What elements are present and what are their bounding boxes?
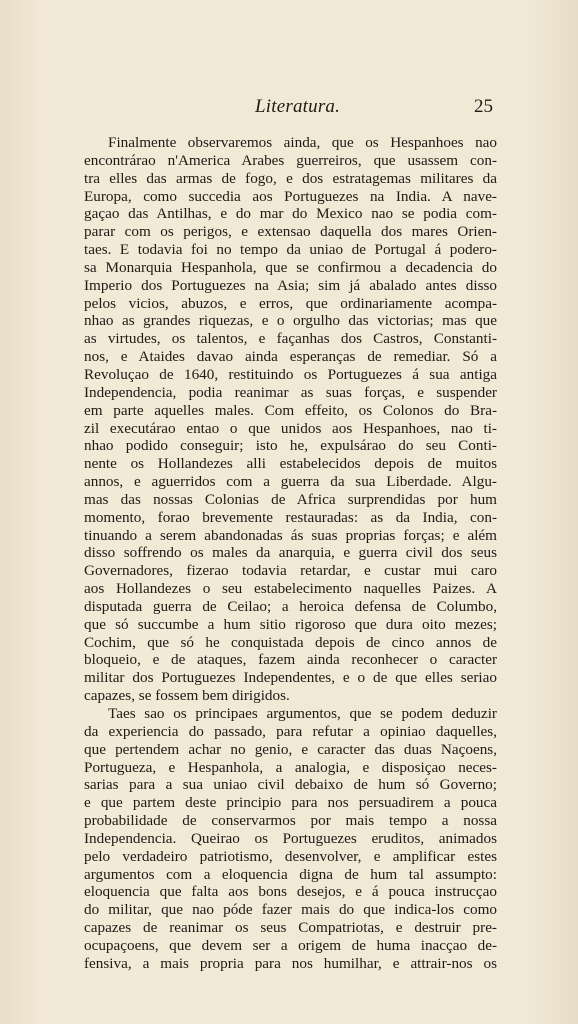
text-line: tra elles das armas de fogo, e dos estratagemas militares da bbox=[84, 169, 497, 187]
text-line: ocupaçoens, que devem ser a origem de huma inacçao de- bbox=[84, 936, 497, 954]
text-line: nhao podido conseguir; isto he, expulsárao do seu Conti- bbox=[84, 437, 497, 455]
text-line: Cochim, que só he conquistada depois de cinco annos de bbox=[84, 633, 497, 651]
text-line: do militar, que nao póde fazer mais do que indica-los como bbox=[84, 901, 497, 919]
text-line: aos Hollandezes o seu estabelecimento naquelles Paizes. A bbox=[84, 580, 497, 598]
text-line: eloquencia que falta aos bons desejos, e á pouca instrucçao bbox=[84, 883, 497, 901]
text-line: fensiva, a mais propria para nos humilhar, e attrair-nos os bbox=[84, 954, 497, 972]
text-line: pelos vicios, abuzos, e erros, que ordinariamente acompa- bbox=[84, 294, 497, 312]
text-line: encontrárao n'America Arabes guerreiros, que usassem con- bbox=[84, 151, 497, 169]
body-text bbox=[84, 134, 497, 973]
text-line: militar dos Portuguezes Independentes, e o de que elles seriao bbox=[84, 669, 497, 687]
text-line: as virtudes, os talentos, e façanhas dos Castros, Constanti- bbox=[84, 330, 497, 348]
text-line: disputada guerra de Ceilao; a heroica defensa de Columbo, bbox=[84, 597, 497, 615]
text-line: tinuando a serem abandonadas ás suas proprias forças; e além bbox=[84, 526, 497, 544]
text-line: Europa, como succedia aos Portuguezes na India. A nave- bbox=[84, 187, 497, 205]
text-line: Portugueza, e Hespanhola, a analogia, e disposiçao neces- bbox=[84, 758, 497, 776]
text-line: disso soffrendo os males da anarquia, e guerra civil dos seus bbox=[84, 544, 497, 562]
text-line: Imperio dos Portuguezes na Asia; sim já abalado antes disso bbox=[84, 276, 497, 294]
text-line: e que partem deste principio para nos persuadirem a pouca bbox=[84, 794, 497, 812]
page-header bbox=[0, 96, 578, 124]
text-line: em parte aquelles males. Com effeito, os Colonos do Bra- bbox=[84, 401, 497, 419]
text-line: Independencia, podia reanimar as suas forças, e suspender bbox=[84, 383, 497, 401]
text-line: pelo verdadeiro patriotismo, desenvolver, e amplificar estes bbox=[84, 847, 497, 865]
text-line: momento, forao brevemente restauradas: as da India, con- bbox=[84, 508, 497, 526]
text-line: Governadores, fizerao todavia retardar, e custar mui caro bbox=[84, 562, 497, 580]
text-line: nhao as grandes riquezas, e o orgulho das victorias; mas que bbox=[84, 312, 497, 330]
text-line: probabilidade de conservarmos por mais tempo a nossa bbox=[84, 812, 497, 830]
text-line: mas das nossas Colonias de Africa surprendidas por hum bbox=[84, 490, 497, 508]
text-line: que só succumbe a hum sitio rigoroso que dura oito mezes; bbox=[84, 615, 497, 633]
page-number: 25 bbox=[474, 96, 493, 117]
text-line: capazes de reanimar os seus Compatriotas, e destruir pre- bbox=[84, 919, 497, 937]
running-title: Literatura. bbox=[255, 96, 341, 117]
text-line: nente os Hollandezes alli estabelecidos depois de muitos bbox=[84, 455, 497, 473]
text-line: da experiencia do passado, para refutar a opiniao daquelles, bbox=[84, 722, 497, 740]
text-line: que pertendem achar no genio, e caracter das duas Naçoens, bbox=[84, 740, 497, 758]
text-line: sarias para a sua uniao civil debaixo de hum só Governo; bbox=[84, 776, 497, 794]
text-line: Finalmente observaremos ainda, que os Hespanhoes nao bbox=[108, 134, 497, 151]
text-line: gaçao das Antilhas, e do mar do Mexico nao se podia com- bbox=[84, 205, 497, 223]
text-line: argumentos com a eloquencia digna de hum tal assumpto: bbox=[84, 865, 497, 883]
text-line: bloqueio, e de ataques, fazem ainda reconhecer o caracter bbox=[84, 651, 497, 669]
text-line: annos, e aguerridos com a guerra da sua Liberdade. Algu- bbox=[84, 473, 497, 491]
text-line: Independencia. Queirao os Portuguezes eruditos, animados bbox=[84, 829, 497, 847]
text-line: Taes sao os principaes argumentos, que se podem deduzir bbox=[108, 705, 497, 722]
text-line: parar com os perigos, e extensao daquella dos mares Orien- bbox=[84, 223, 497, 241]
text-line: Revoluçao de 1640, restituindo os Portuguezes á sua antiga bbox=[84, 365, 497, 383]
text-line: taes. E todavia foi no tempo da uniao de Portugal á podero- bbox=[84, 241, 497, 259]
text-line: zil executárao entao o que unidos aos Hespanhoes, nao ti- bbox=[84, 419, 497, 437]
text-line: nos, e Ataides davao ainda esperanças de remediar. Só a bbox=[84, 348, 497, 366]
text-line: sa Monarquia Hespanhola, que se confirmou a decadencia do bbox=[84, 258, 497, 276]
text-line: capazes, se fossem bem dirigidos. bbox=[84, 687, 290, 705]
